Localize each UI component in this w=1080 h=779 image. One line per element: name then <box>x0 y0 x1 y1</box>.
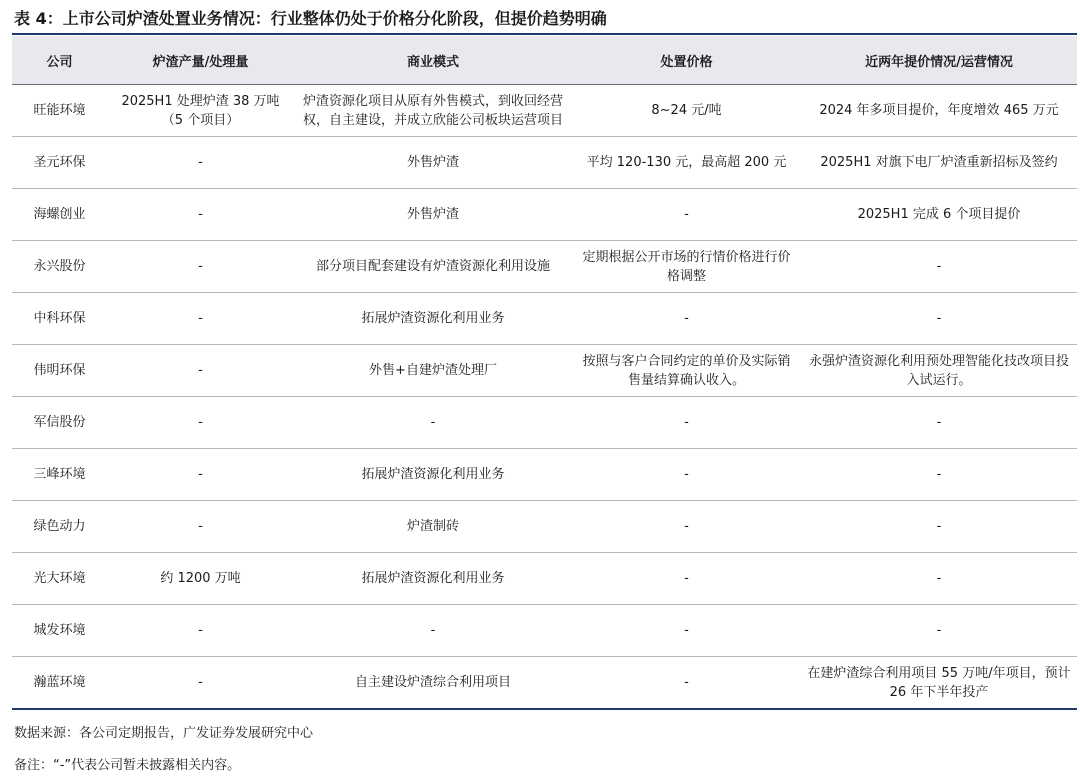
cell-price-increase: 2025H1 对旗下电厂炉渣重新招标及签约 <box>801 137 1077 189</box>
table-row <box>12 605 1077 657</box>
cell-price: 定期根据公开市场的行情价格进行价格调整 <box>572 241 801 293</box>
cell-price: 8~24 元/吨 <box>572 85 801 137</box>
table-row <box>12 345 1077 397</box>
cell-volume: - <box>107 501 294 553</box>
source-note: 数据来源：各公司定期报告，广发证券发展研究中心 <box>14 726 314 741</box>
title-rule <box>12 33 1077 35</box>
table-row <box>12 189 1077 241</box>
cell-price-increase: - <box>801 605 1077 657</box>
cell-business-model: 炉渣制砖 <box>294 501 572 553</box>
cell-business-model: 自主建设炉渣综合利用项目 <box>294 657 572 710</box>
cell-company: 军信股份 <box>12 397 107 449</box>
cell-company: 中科环保 <box>12 293 107 345</box>
cell-business-model: 部分项目配套建设有炉渣资源化利用设施 <box>294 241 572 293</box>
cell-price: - <box>572 189 801 241</box>
cell-company: 瀚蓝环境 <box>12 657 107 710</box>
cell-business-model: 外售炉渣 <box>294 137 572 189</box>
cell-volume: - <box>107 189 294 241</box>
cell-company: 光大环境 <box>12 553 107 605</box>
remark-note: 备注：“-”代表公司暂未披露相关内容。 <box>14 758 241 773</box>
cell-price: - <box>572 397 801 449</box>
cell-price-increase: 永强炉渣资源化利用预处理智能化技改项目投入试运行。 <box>801 345 1077 397</box>
table-body <box>12 85 1077 710</box>
cell-price-increase: 2025H1 完成 6 个项目提价 <box>801 189 1077 241</box>
cell-price-increase: - <box>801 553 1077 605</box>
cell-price-increase: - <box>801 241 1077 293</box>
cell-price: - <box>572 553 801 605</box>
cell-business-model: 拓展炉渣资源化利用业务 <box>294 293 572 345</box>
cell-price: - <box>572 501 801 553</box>
table-title: 表 4：上市公司炉渣处置业务情况：行业整体仍处于价格分化阶段，但提价趋势明确 <box>14 9 607 28</box>
cell-company: 海螺创业 <box>12 189 107 241</box>
cell-business-model: 炉渣资源化项目从原有外售模式，到收回经营权，自主建设，并成立欣能公司板块运营项目 <box>294 85 572 137</box>
cell-price-increase: 2024 年多项目提价，年度增效 465 万元 <box>801 85 1077 137</box>
cell-volume: - <box>107 605 294 657</box>
table-row <box>12 501 1077 553</box>
table-row <box>12 657 1077 710</box>
table-row <box>12 293 1077 345</box>
cell-company: 永兴股份 <box>12 241 107 293</box>
cell-price-increase: - <box>801 501 1077 553</box>
cell-business-model: 拓展炉渣资源化利用业务 <box>294 553 572 605</box>
cell-volume: - <box>107 397 294 449</box>
cell-volume: - <box>107 345 294 397</box>
cell-company: 伟明环保 <box>12 345 107 397</box>
cell-company: 三峰环境 <box>12 449 107 501</box>
cell-volume: - <box>107 293 294 345</box>
cell-volume: 2025H1 处理炉渣 38 万吨（5 个项目） <box>107 85 294 137</box>
cell-volume: - <box>107 449 294 501</box>
cell-price: - <box>572 605 801 657</box>
cell-volume: - <box>107 137 294 189</box>
table-row <box>12 137 1077 189</box>
table-row <box>12 241 1077 293</box>
cell-business-model: 外售炉渣 <box>294 189 572 241</box>
table-header <box>12 36 1077 85</box>
header-price-increase: 近两年提价情况/运营情况 <box>801 36 1077 85</box>
cell-volume: - <box>107 657 294 710</box>
table-row <box>12 449 1077 501</box>
cell-price-increase: - <box>801 449 1077 501</box>
header-volume: 炉渣产量/处理量 <box>107 36 294 85</box>
header-price: 处置价格 <box>572 36 801 85</box>
cell-company: 绿色动力 <box>12 501 107 553</box>
cell-volume: - <box>107 241 294 293</box>
cell-business-model: 外售+自建炉渣处理厂 <box>294 345 572 397</box>
cell-company: 城发环境 <box>12 605 107 657</box>
cell-business-model: 拓展炉渣资源化利用业务 <box>294 449 572 501</box>
table-row <box>12 85 1077 137</box>
cell-price-increase: - <box>801 397 1077 449</box>
cell-price: 平均 120-130 元，最高超 200 元 <box>572 137 801 189</box>
table-row <box>12 553 1077 605</box>
cell-price: - <box>572 657 801 710</box>
header-business-model: 商业模式 <box>294 36 572 85</box>
table-row <box>12 397 1077 449</box>
cell-business-model: - <box>294 605 572 657</box>
cell-price: - <box>572 293 801 345</box>
company-slag-table <box>12 36 1077 710</box>
cell-price-increase: 在建炉渣综合利用项目 55 万吨/年项目，预计 26 年下半年投产 <box>801 657 1077 710</box>
cell-price: 按照与客户合同约定的单价及实际销售量结算确认收入。 <box>572 345 801 397</box>
header-row <box>12 36 1077 85</box>
cell-price-increase: - <box>801 293 1077 345</box>
cell-business-model: - <box>294 397 572 449</box>
cell-price: - <box>572 449 801 501</box>
header-company: 公司 <box>12 36 107 85</box>
cell-volume: 约 1200 万吨 <box>107 553 294 605</box>
cell-company: 旺能环境 <box>12 85 107 137</box>
cell-company: 圣元环保 <box>12 137 107 189</box>
